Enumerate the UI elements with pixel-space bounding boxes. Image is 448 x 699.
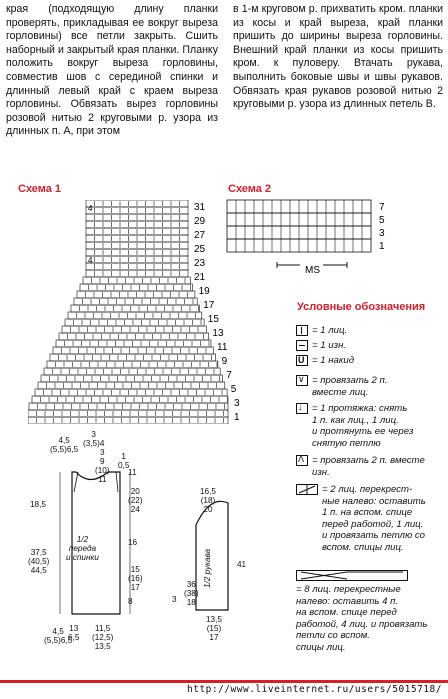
front-dim-left-1: 18,5 — [30, 500, 46, 509]
purl-symbol-icon — [296, 340, 308, 351]
legend-title: Условные обозначения — [297, 301, 426, 313]
knit-symbol-icon — [296, 325, 308, 336]
sleeve-dim-bottom: 13,5 (15) 17 — [206, 615, 222, 642]
ssk-icon: ↓ — [296, 403, 308, 414]
legend-item-knit: = 1 лиц. — [312, 325, 348, 336]
sleeve-dim-right: 41 — [237, 560, 247, 569]
scheme1-row-label: 3 — [234, 398, 240, 409]
front-dim-bottom-3: 11,5 (12,5) 13,5 — [92, 624, 114, 651]
front-dim-top-2: 3 (3,5)4 — [83, 430, 105, 448]
front-dim-right-5: 8 — [128, 597, 133, 606]
sleeve-label: 1/2 рукава — [203, 548, 212, 588]
scheme1-marker: 4 — [88, 256, 93, 265]
k2tog-icon: ∨ — [296, 375, 308, 386]
front-back-label: 1/2 переда и спинки — [66, 535, 99, 562]
scheme2-chart — [225, 198, 405, 278]
scheme1-row-label: 21 — [194, 272, 206, 283]
scheme1-row-label: 19 — [198, 286, 210, 297]
legend-item-k2tog: = провязать 2 п. вместе лиц. — [312, 375, 388, 398]
legend-item-cable-8: = 8 лиц. перекрестные налево: оставить 4 п. на вспом. спице перед работой, 4 лиц. и провязать петли со вспом. спицы лиц. — [296, 584, 428, 653]
scheme1-chart — [28, 200, 254, 424]
scheme1-row-label: 31 — [194, 202, 206, 213]
front-dim-bottom-1: 4,5 (5,5)6,5 — [44, 627, 73, 645]
scheme2-row-label: 1 — [379, 241, 385, 252]
scheme1-row-label: 15 — [207, 314, 219, 325]
cable-2-left-icon — [296, 484, 318, 495]
scheme1-row-label: 1 — [234, 412, 240, 423]
legend-item-ssk: = 1 протяжка: снять 1 п. как лиц., 1 лиц. и протянуть ее через снятую петлю — [312, 403, 414, 449]
front-dim-right-2: 20 (22) 24 — [128, 487, 143, 514]
legend-item-yarn-over: = 1 накид — [312, 355, 355, 366]
instruction-text-left: края (подходящую длину планки проверять, прикладывая ее вокруг выреза горловины) все петли закрыть. Сшить наборный и закрытый края планки. Планку положить вокруг выреза горловины, совместив шов с серединой спинки и длинный левый край с краем выреза горловины. Обвязать вырез горловины розовой нитью 2 круговыми р. узора из длинных п. А, при этом — [6, 3, 218, 138]
instruction-text-right: в 1-м круговом р. прихватить кром. планки из косы и край выреза, край планки пришить до ширины выреза горловины. Внешний край планки из косы пришить кром. к пуловеру. Втачать рукава, выполнить боковые швы и швы рукавов. Обвязать края рукавов розовой нитью 2 круговыми р. узора из длинных петель В. — [233, 3, 443, 111]
front-dim-top-4: 1 0,5 — [118, 452, 130, 470]
scheme2-title: Схема 2 — [228, 183, 272, 195]
scheme1-row-label: 5 — [230, 384, 237, 395]
scheme1-row-label: 25 — [194, 244, 206, 255]
cable-8-left-icon — [296, 570, 408, 581]
scheme1-row-label: 9 — [221, 356, 228, 367]
front-dim-left-2: 37,5 (40,5) 44,5 — [28, 548, 50, 575]
scheme2-row-label: 3 — [379, 228, 385, 239]
scheme1-row-label: 23 — [194, 258, 206, 269]
scheme2-row-label: 7 — [379, 202, 385, 213]
scheme2-row-label: 5 — [379, 215, 385, 226]
sleeve-dim-left-1: 3 — [172, 595, 177, 604]
legend-item-cable-2: = 2 лиц. перекрест- ные налево: оставить 1 п. на вспом. спице перед работой, 1 лиц. и провязать петлю со вспом. спицы лиц. — [322, 484, 426, 553]
scheme2-ms-label: MS — [305, 265, 320, 276]
scheme1-title: Схема 1 — [18, 183, 62, 195]
front-dim-bottom-2: 13 6,5 — [68, 624, 80, 642]
scheme1-row-label: 13 — [212, 328, 224, 339]
p2tog-icon: Λ — [296, 455, 308, 466]
front-dim-top-1: 4,5 (5,5)6,5 — [50, 436, 79, 454]
scheme1-marker: 4 — [88, 204, 93, 213]
yarn-over-icon: U — [296, 355, 308, 366]
front-dim-right-4: 15 (16) 17 — [128, 565, 143, 592]
scheme1-row-label: 11 — [217, 342, 228, 353]
scheme1-row-label: 7 — [226, 370, 232, 381]
legend-item-p2tog: = провязать 2 п. вместе изн. — [312, 455, 425, 478]
sleeve-dim-top: 16,5 (18) 20 — [200, 487, 216, 514]
source-url-link[interactable]: http://www.liveinternet.ru/users/5015718/ — [187, 684, 442, 695]
front-dim-top-3: 3 9 (10) 11 — [95, 448, 110, 484]
scheme1-row-label: 17 — [203, 300, 215, 311]
sleeve-dim-left-2: 36 (38) 18 — [184, 580, 199, 607]
front-dim-right-1: 11 — [128, 468, 137, 477]
footer — [0, 680, 448, 699]
scheme1-row-label: 27 — [194, 230, 206, 241]
legend-item-purl: = 1 изн. — [312, 340, 347, 351]
front-dim-right-3: 16 — [128, 538, 138, 547]
footer-accent-bar — [0, 680, 448, 683]
scheme1-row-label: 29 — [194, 216, 206, 227]
